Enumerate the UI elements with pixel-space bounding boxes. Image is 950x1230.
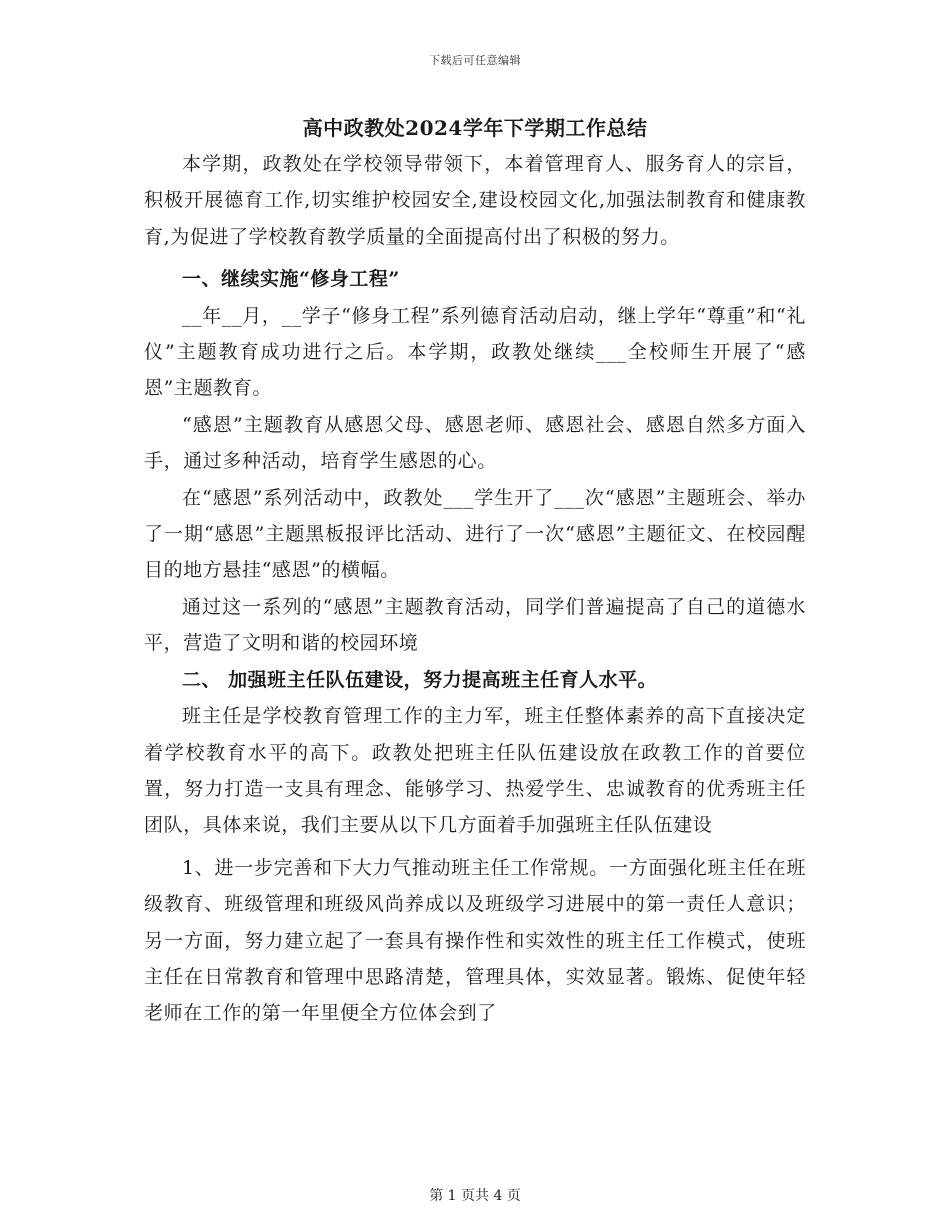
section-1-paragraph-4: 通过这一系列的“感恩”主题教育活动，同学们普遍提高了自己的道德水平，营造了文明和谐的校园环境 xyxy=(144,595,806,655)
document-body xyxy=(144,110,806,1032)
intro-paragraph: 本学期，政教处在学校领导带领下，本着管理育人、服务育人的宗旨，积极开展德育工作,切实维护校园安全,建设校园文化,加强法制教育和健康教育,为促进了学校教育教学质量的全面提高付出了积极的努力。 xyxy=(144,153,806,248)
section-2-paragraph-2: 1、进一步完善和下大力气推动班主任工作常规。一方面强化班主任在班级教育、班级管理和班级风尚养成以及班级学习进展中的第一责任人意识；另一方面，努力建立起了一套具有操作性和实效性的班主任工作模式，使班主任在日常教育和管理中思路清楚，管理具体，实效显著。锻炼、促使年轻老师在工作的第一年里便全方位体会到了 xyxy=(144,856,806,1025)
section-1-paragraph-1: __年__月，__学子“修身工程”系列德育活动启动，继上学年“尊重”和“礼仪”主题教育成功进行之后。本学期，政教处继续___全校师生开展了“感恩”主题教育。 xyxy=(144,304,806,400)
section-1-heading: 一、继续实施“修身工程” xyxy=(182,268,400,291)
section-2-heading: 二、 加强班主任队伍建设，努力提高班主任育人水平。 xyxy=(182,668,658,691)
page-number-indicator: 第 1 页共 4 页 xyxy=(429,1188,521,1204)
page-header-note: 下载后可任意编辑 xyxy=(429,54,521,67)
section-2-paragraph-1: 班主任是学校教育管理工作的主力军，班主任整体素养的高下直接决定着学校教育水平的高下。政教处把班主任队伍建设放在政教工作的首要位置，努力打造一支具有理念、能够学习、热爱学生、忠诚教育的优秀班主任团队，具体来说，我们主要从以下几方面着手加强班主任队伍建设 xyxy=(144,705,806,837)
section-1-paragraph-2: “感恩”主题教育从感恩父母、感恩老师、感恩社会、感恩自然多方面入手，通过多种活动，培育学生感恩的心。 xyxy=(144,413,806,473)
section-1-paragraph-3: 在“感恩”系列活动中，政教处___学生开了___次“感恩”主题班会、举办了一期“感恩”主题黑板报评比活动、进行了一次“感恩”主题征文、在校园醒目的地方悬挂“感恩”的横幅。 xyxy=(144,486,806,582)
document-title: 高中政教处2024学年下学期工作总结 xyxy=(302,116,648,140)
